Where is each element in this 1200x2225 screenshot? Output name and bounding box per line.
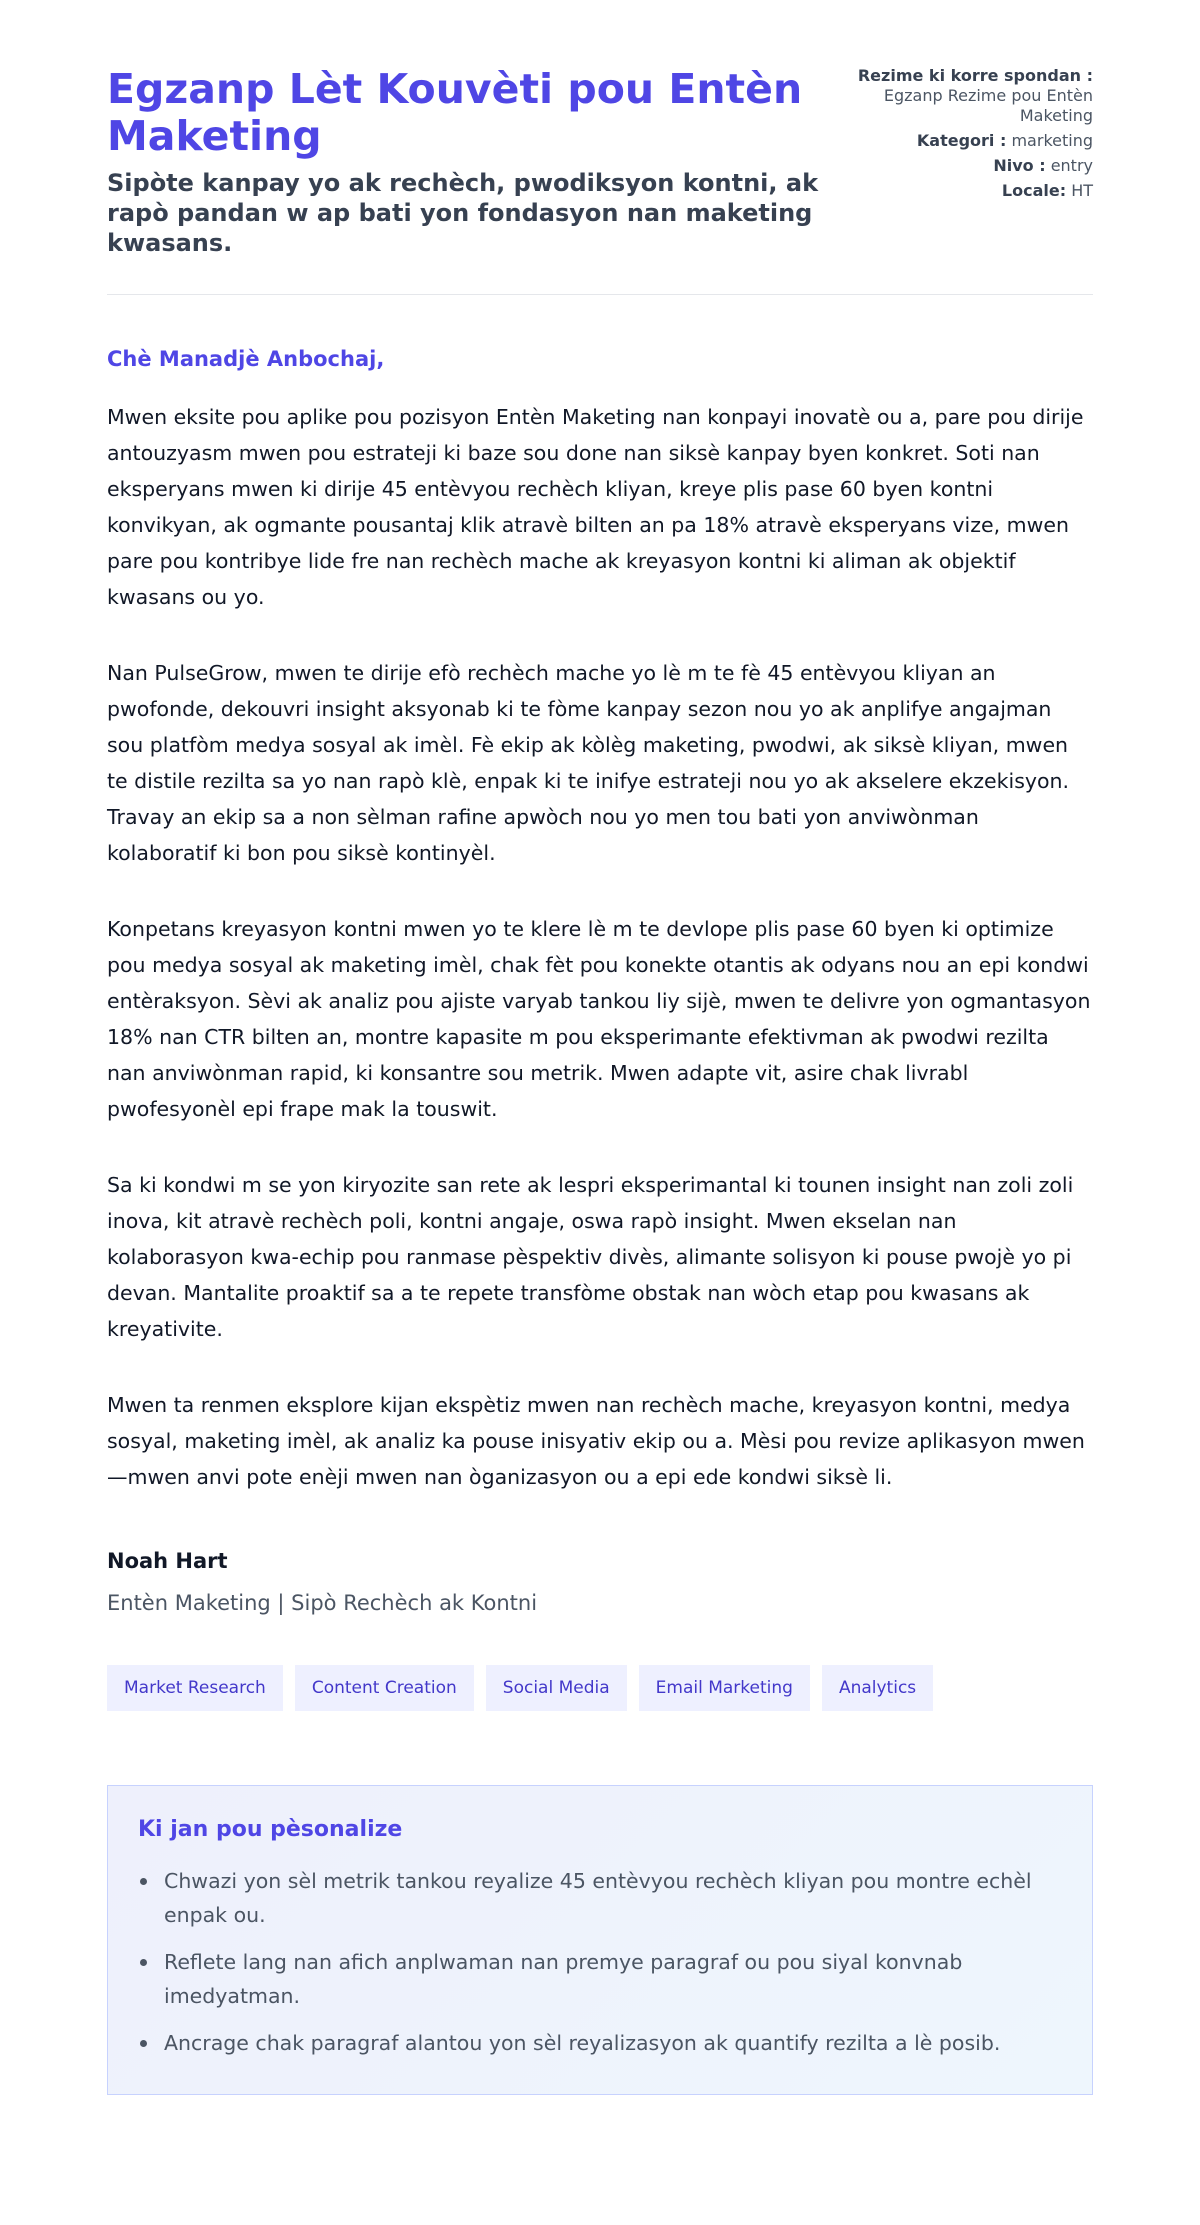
meta-locale-label: Locale:: [1001, 181, 1067, 200]
tip-text: Chwazi yon sèl metrik tankou reyalize 45 entèvyou rechèch kliyan pou montre echèl enpak ou.: [164, 1869, 1032, 1927]
meta-category: [838, 131, 1093, 151]
document-header: [107, 66, 1093, 295]
skill-tags: [107, 1665, 1093, 1711]
meta-category-value: marketing: [1011, 131, 1093, 150]
letter-body: [107, 399, 1093, 1495]
tip-item: [138, 1945, 1062, 2013]
meta-resume: [838, 66, 1093, 126]
letter-paragraph-3: Konpetans kreyasyon kontni mwen yo te klere lè m te devlope plis pase 60 byen ki optimize pou medya sosyal ak maketing imèl, chak fèt pou konekte otantis ak odyans nou an epi kondwi entèraksyon. Sèvi ak analiz pou ajiste varyab tankou liy sijè, mwen te delivre yon ogmantasyon 18% nan CTR bilten an, montre kapasite m pou eksperimante efektivman ak pwodwi rezilta nan anviwònman rapid, ki konsantre sou metrik. Mwen adapte vit, asire chak livrabl pwofesyonèl epi frape mak la touswit.: [107, 917, 1091, 1121]
tips-list: [138, 1864, 1062, 2060]
meta-level: [838, 156, 1093, 176]
tips-title: Ki jan pou pèsonalize: [138, 1817, 403, 1842]
tip-item: [138, 2026, 1062, 2060]
bullet-icon: [140, 2040, 147, 2047]
skill-tag: Content Creation: [295, 1665, 474, 1711]
document-meta: [838, 66, 1093, 206]
bullet-icon: [140, 1959, 147, 1966]
meta-category-label: Kategori :: [916, 131, 1007, 150]
bullet-icon: [140, 1878, 147, 1885]
letter-paragraph-4: Sa ki kondwi m se yon kiryozite san rete ak lespri eksperimantal ki tounen insight nan zoli zoli inova, kit atravè rechèch poli, kontni angaje, oswa rapò insight. Mwen ekselan nan kolaborasyon kwa-echip pou ranmase pèspektiv divès, alimante solisyon ki pouse pwojè yo pi devan. Mantalite proaktif sa a te repete transfòme obstak nan wòch etap pou kwasans ak kreyativite.: [107, 1173, 1074, 1341]
tip-text: Reflete lang nan afich anplwaman nan premye paragraf ou pou siyal konvnab imedyatman.: [164, 1950, 963, 2008]
page-subtitle: Sipòte kanpay yo ak rechèch, pwodiksyon kontni, ak rapò pandan w ap bati yon fondasyon nan maketing kwasans.: [107, 169, 819, 257]
meta-level-label: Nivo :: [993, 156, 1046, 175]
letter-paragraph-2: Nan PulseGrow, mwen te dirije efò rechèch mache yo lè m te fè 45 entèvyou kliyan an pwofonde, dekouvri insight aksyonab ki te fòme kanpay sezon nou yo ak anplifye angajman sou platfòm medya sosyal ak imèl. Fè ekip ak kòlèg maketing, pwodwi, ak siksè kliyan, mwen te distile rezilta sa yo nan rapò klè, enpak ki te inifye estrateji nou yo ak akselere ekzekisyon. Travay an ekip sa a non sèlman rafine apwòch nou yo men tou bati yon anviwònman kolaboratif ki bon pou siksè kontinyèl.: [107, 661, 1070, 865]
skill-tag: Analytics: [822, 1665, 933, 1711]
letter-paragraph-5: Mwen ta renmen eksplore kijan ekspètiz mwen nan rechèch mache, kreyasyon kontni, medya sosyal, maketing imèl, ak analiz ka pouse inisyativ ekip ou a. Mèsi pou revize aplikasyon mwen—mwen anvi pote enèji mwen nan òganizasyon ou a epi ede kondwi siksè li.: [107, 1393, 1085, 1489]
tip-text: Ancrage chak paragraf alantou yon sèl reyalizasyon ak quantify rezilta a lè posib.: [164, 2031, 1001, 2055]
skill-tag: Market Research: [107, 1665, 283, 1711]
letter-salutation: Chè Manadjè Anbochaj,: [107, 347, 385, 371]
customization-tips: [107, 1785, 1093, 2095]
meta-locale-value: HT: [1071, 181, 1093, 200]
page-title: Egzanp Lèt Kouvèti pou Entèn Maketing: [107, 65, 803, 160]
skill-tag: Email Marketing: [639, 1665, 810, 1711]
skill-tag: Social Media: [486, 1665, 627, 1711]
meta-resume-value: Egzanp Rezime pou Entèn Maketing: [883, 86, 1093, 125]
meta-resume-label: Rezime ki korre spondan :: [857, 66, 1093, 85]
header-title-block: [107, 66, 827, 258]
meta-level-value: entry: [1050, 156, 1093, 175]
letter-signature: [107, 1547, 1093, 1617]
signature-title: Entèn Maketing | Sipò Rechèch ak Kontni: [107, 1591, 538, 1615]
signature-name: Noah Hart: [107, 1549, 228, 1573]
tip-item: [138, 1864, 1062, 1932]
letter-paragraph-1: Mwen eksite pou aplike pou pozisyon Entèn Maketing nan konpayi inovatè ou a, pare pou dirije antouzyasm mwen pou estrateji ki baze sou done nan siksè kanpay byen konkret. Soti nan eksperyans mwen ki dirije 45 entèvyou rechèch kliyan, kreye plis pase 60 byen kontni konvikyan, ak ogmante pousantaj klik atravè bilten an pa 18% atravè eksperyans vize, mwen pare pou kontribye lide fre nan rechèch mache ak kreyasyon kontni ki aliman ak objektif kwasans ou yo.: [107, 405, 1084, 609]
meta-locale: [838, 181, 1093, 201]
